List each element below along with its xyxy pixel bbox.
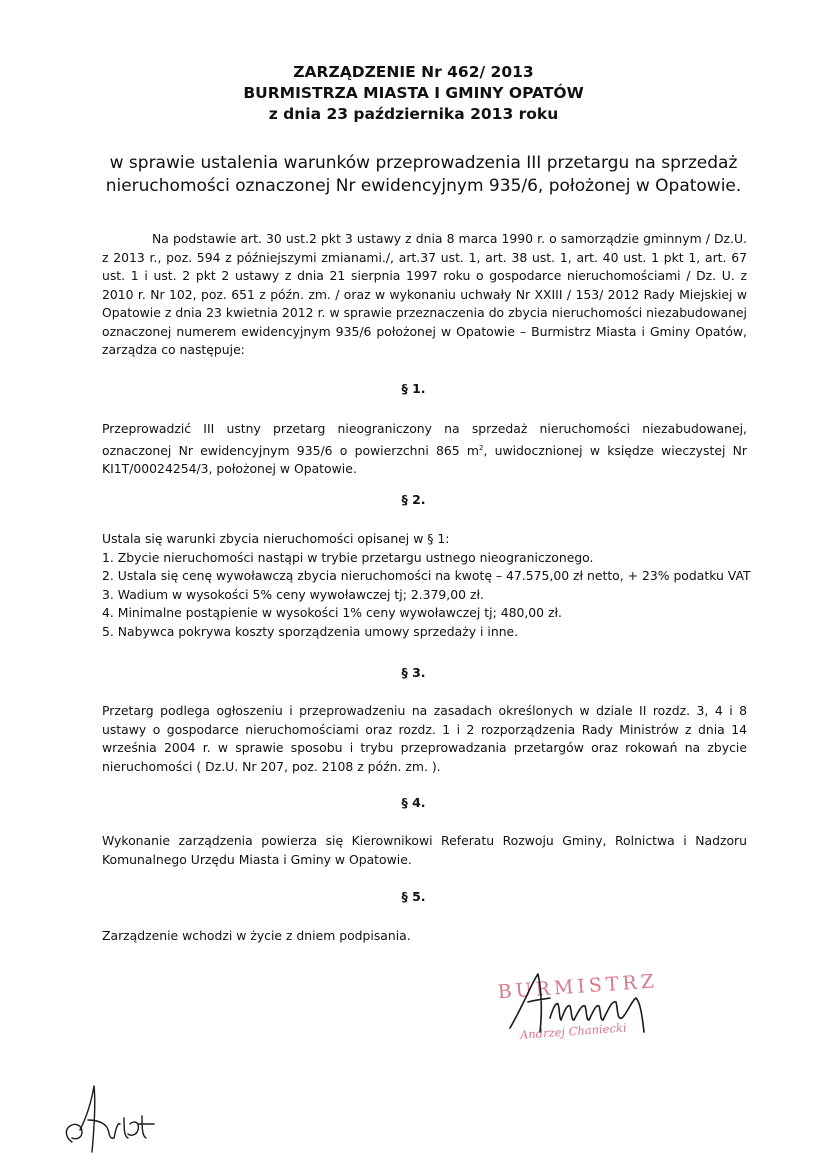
section-1-heading: § 1. [401, 381, 426, 396]
section-1-text-b: , uwidocznionej w księdze wieczystej Nr KI1T/00024254/3, położonej w Opatowie. [102, 442, 747, 477]
stamp-title: BURMISTRZ [497, 970, 659, 1004]
stamp-name: Andrzej Chaniecki [519, 1020, 627, 1042]
section-5-heading: § 5. [401, 889, 426, 904]
section-1-text [102, 420, 747, 479]
document-header [0, 62, 827, 125]
section-2-heading: § 2. [401, 492, 426, 507]
ordinance-number: ZARZĄDZENIE Nr 462/ 2013 [293, 63, 534, 81]
section-2-item-4: 4. Minimalne postąpienie w wysokości 1% ceny wywoławczej tj; 480,00 zł. [102, 605, 562, 620]
ordinance-date: z dnia 23 października 2013 roku [268, 105, 559, 123]
section-4-heading: § 4. [401, 795, 426, 810]
section-5-text: Zarządzenie wchodzi w życie z dniem podpisania. [102, 928, 411, 943]
section-2-item-3: 3. Wadium w wysokości 5% ceny wywoławczej tj; 2.379,00 zł. [102, 586, 484, 602]
section-2-item-5: 5. Nabywca pokrywa koszty sporządzenia umowy sprzedaży i inne. [102, 623, 519, 639]
section-2-item-2: 2. Ustala się cenę wywoławczą zbycia nieruchomości na kwotę – 47.575,00 zł netto, + 23% podatku VAT [102, 568, 751, 583]
section-2-intro: Ustala się warunki zbycia nieruchomości opisanej w § 1: [102, 531, 450, 546]
subject-line-1: w sprawie ustalenia warunków przeprowadzenia III przetargu na sprzedaż [109, 153, 738, 173]
section-2-item-1: 1. Zbycie nieruchomości nastąpi w trybie przetargu ustnego nieograniczonego. [102, 549, 594, 565]
section-3-text: Przetarg podlega ogłoszeniu i przeprowadzeniu na zasadach określonych w dziale II rozdz. 3, 4 i 8 ustawy o gospodarce nieruchomościami oraz rozdz. 1 i 2 rozporządzenia Rady Ministrów z dnia 14 września 2004 r. w sprawie sposobu i trybu przeprowadzania przetargów oraz rokowań na zbycie nieruchomości ( Dz.U. Nr 207, poz. 2108 z późn. zm. ). [102, 703, 747, 774]
section-2-body [102, 530, 751, 641]
section-4-text: Wykonanie zarządzenia powierza się Kierownikowi Referatu Rozwoju Gminy, Rolnictwa i Nadzoru Komunalnego Urzędu Miasta i Gminy w Opatowie. [102, 833, 747, 867]
superscript-2: 2 [478, 443, 484, 452]
subject-line-2: nieruchomości oznaczonej Nr ewidencyjnym 935/6, położonej w Opatowie. [105, 176, 742, 196]
section-1-text-a: Przeprowadzić III ustny przetarg nieograniczony na sprzedaż nieruchomości niezabudowanej, oznaczonej Nr ewidencyjnym 935/6 o powierzchni 865 m [102, 421, 747, 458]
legal-basis-paragraph: Na podstawie art. 30 ust.2 pkt 3 ustawy z dnia 8 marca 1990 r. o samorządzie gminnym / Dz.U. z 2013 r., poz. 594 z późniejszymi zmianami./, art.37 ust. 1, art. 38 ust. 1, art. 40 ust. 1 pkt 1, art. 67 ust. 1 i ust. 2 pkt 2 ustawy z dnia 21 sierpnia 1997 roku o gospodarce nieruchomościami / Dz. U. z 2010 r. Nr 102, poz. 651 z późn. zm. / oraz w wykonaniu uchwały Nr XXIII / 153/ 2012 Rady Miejskiej w Opatowie z dnia 23 kwietnia 2012 r. w sprawie przeznaczenia do zbycia nieruchomości niezabudowanej oznaczonej numerem ewidencyjnym 935/6 położonej w Opatowie – Burmistrz Miasta i Gminy Opatów, zarządza co następuje: [102, 231, 747, 357]
handwritten-initials [58, 1080, 158, 1155]
mayor-stamp-signature [490, 962, 700, 1052]
issuer: BURMISTRZA MIASTA I GMINY OPATÓW [243, 84, 584, 102]
document-subject [60, 152, 787, 198]
section-3-heading: § 3. [401, 665, 426, 680]
